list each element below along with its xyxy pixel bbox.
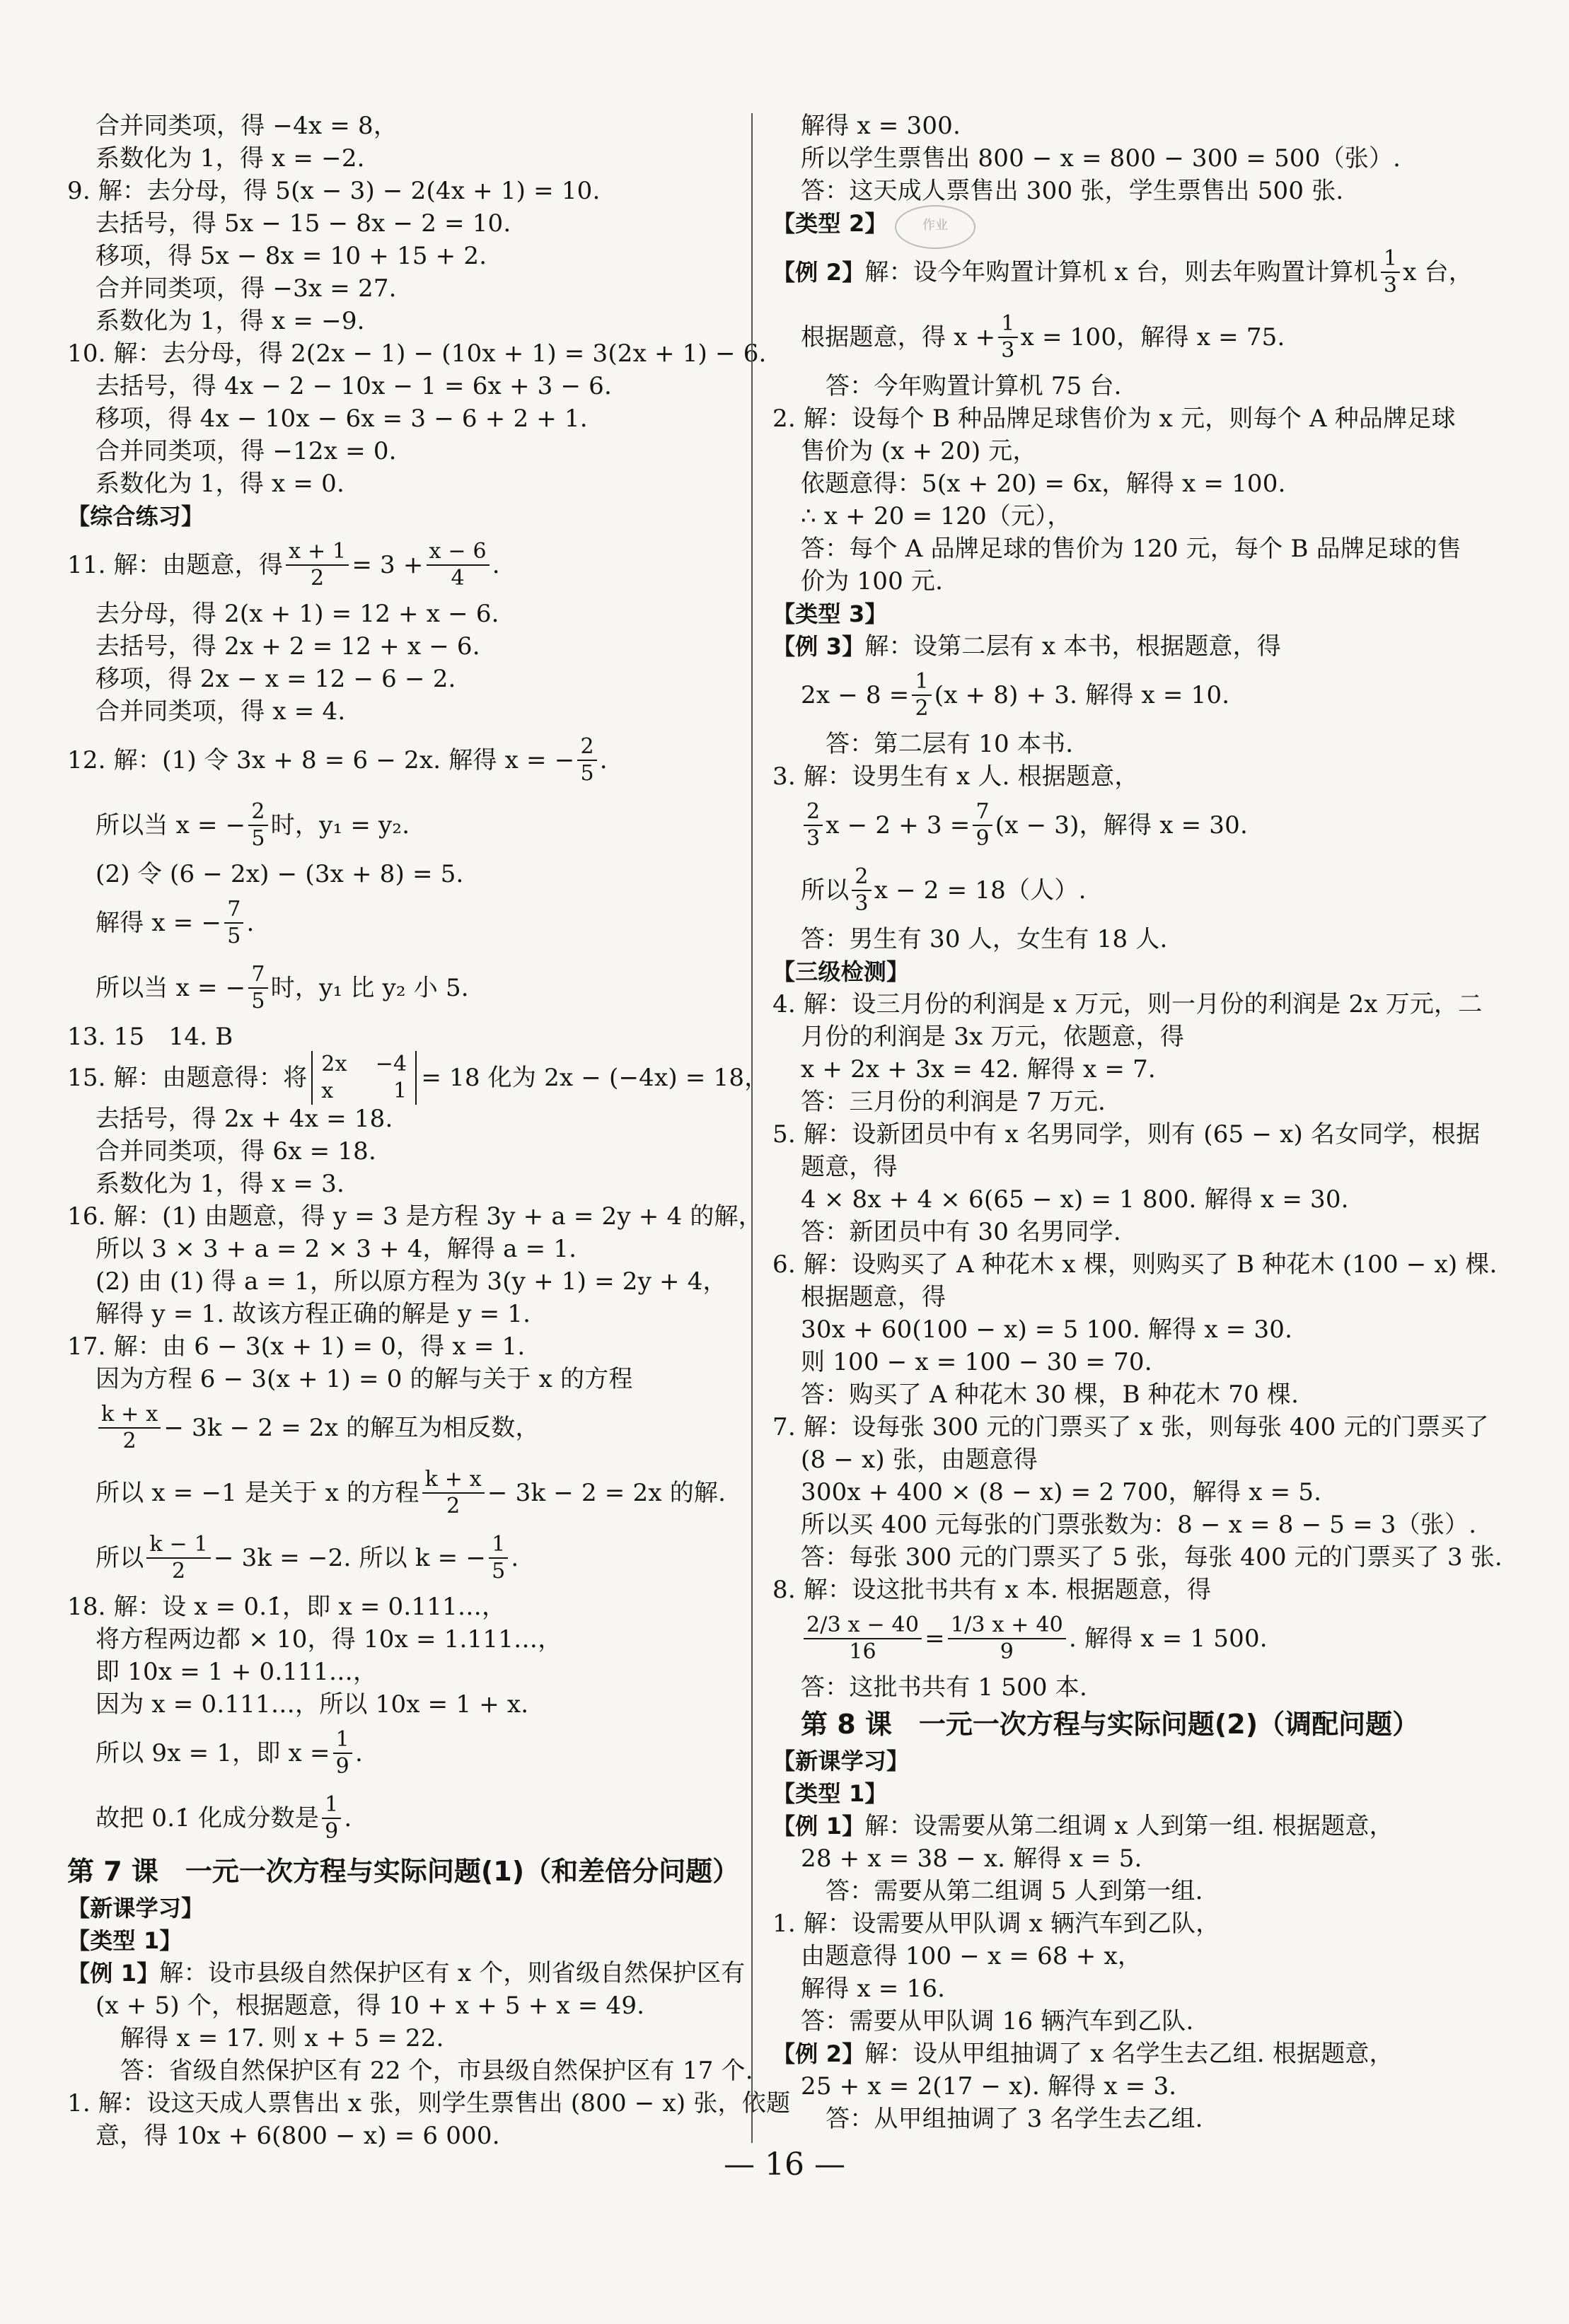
section-tag: 【三级检测】 — [772, 958, 910, 985]
fraction — [804, 1613, 922, 1665]
text: 12. 解：(1) 令 3x + 8 = 6 − 2x. 解得 x = − — [67, 746, 575, 774]
section-tag: 【新课学习】 — [772, 1748, 910, 1774]
denominator: 2 — [172, 1559, 186, 1584]
equation-line — [67, 955, 746, 1021]
text-line: 13. 15 14. B — [67, 1023, 233, 1051]
fraction — [973, 799, 992, 852]
text-line: 因为方程 6 − 3(x + 1) = 0 的解与关于 x 的方程 — [95, 1365, 633, 1393]
text-line: ∴ x + 20 = 120（元）， — [801, 502, 1072, 530]
fraction — [286, 539, 349, 591]
text-line: 3. 解：设男生有 x 人. 根据题意， — [772, 762, 1139, 791]
numerator: 1 — [322, 1792, 341, 1819]
text-line: 答：需要从甲队调 16 辆汽车到乙队. — [801, 2007, 1194, 2035]
text: 所以 — [801, 876, 850, 905]
equation-line — [772, 305, 1501, 370]
text-line: 合并同类项，得 −3x = 27. — [95, 274, 397, 303]
text: 所以 x = −1 是关于 x 的方程 — [95, 1479, 419, 1507]
fraction — [948, 1613, 1066, 1665]
denominator: 5 — [227, 924, 241, 948]
text-line: 系数化为 1，得 x = −2. — [95, 144, 365, 173]
text-line: 答：需要从第二组调 5 人到第一组. — [826, 1877, 1203, 1905]
text-line: 意，得 10x + 6(800 − x) = 6 000. — [95, 2122, 500, 2150]
section-tag: 【类型 1】 — [67, 1927, 183, 1954]
text: x = 100，解得 x = 75. — [1020, 323, 1285, 351]
text: = 3 + — [352, 551, 424, 579]
denominator: 3 — [855, 891, 869, 916]
determinant — [311, 1051, 417, 1105]
example-tag: 【例 2】 — [772, 2040, 865, 2067]
text-line: 28 + x = 38 − x. 解得 x = 5. — [801, 1844, 1142, 1873]
text-line: 答：每张 300 元的门票买了 5 张，每张 400 元的门票买了 3 张. — [801, 1543, 1503, 1571]
fraction — [98, 1402, 161, 1454]
text: 11. 解：由题意，得 — [67, 551, 284, 579]
equation-line — [67, 793, 746, 858]
text-line: 2. 解：设每个 B 种品牌足球售价为 x 元，则每个 A 种品牌足球 — [772, 405, 1456, 433]
text: 根据题意，得 x + — [801, 323, 996, 351]
equation-line — [772, 240, 1501, 305]
numerator: 2 — [577, 734, 596, 761]
fraction — [422, 1467, 485, 1519]
text-line: 因为 x = 0.111…，所以 10x = 1 + x. — [95, 1690, 529, 1719]
section-tag: 【综合练习】 — [67, 503, 204, 530]
text-line: 答：这批书共有 1 500 本. — [801, 1673, 1087, 1702]
text-line: 移项，得 2x − x = 12 − 6 − 2. — [95, 665, 456, 693]
text-line: 5. 解：设新团员中有 x 名男同学，则有 (65 − x) 名女同学，根据 — [772, 1120, 1481, 1149]
equation-line — [67, 533, 746, 598]
denominator: 5 — [492, 1559, 506, 1584]
section-tag: 【新课学习】 — [67, 1895, 204, 1922]
denominator: 9 — [325, 1819, 339, 1844]
numerator: 1 — [1381, 246, 1400, 273]
text-line: 所以 3 × 3 + a = 2 × 3 + 4，解得 a = 1. — [95, 1235, 577, 1263]
matrix-cell: −4 — [375, 1052, 407, 1076]
text-line: 价为 100 元. — [801, 567, 944, 595]
text: . 解得 x = 1 500. — [1068, 1625, 1268, 1653]
equation-line — [67, 1721, 746, 1786]
equals-sign: = — [925, 1625, 945, 1653]
text-line: 去括号，得 2x + 2 = 12 + x − 6. — [95, 632, 480, 661]
text-line: 系数化为 1，得 x = −9. — [95, 307, 365, 335]
matrix-cell: x — [321, 1079, 334, 1103]
section-tag: 【类型 3】 — [772, 600, 888, 627]
fraction — [322, 1792, 341, 1844]
text: = 18 化为 2x − (−4x) = 18， — [421, 1064, 769, 1092]
text-line: 解得 x = 300. — [801, 112, 961, 140]
text: 故把 0.1̇ 化成分数是 — [95, 1804, 320, 1832]
fraction — [577, 734, 596, 786]
text-line: 答：第二层有 10 本书. — [826, 730, 1074, 758]
text-line: 答：这天成人票售出 300 张，学生票售出 500 张. — [801, 177, 1344, 205]
text-line: 合并同类项，得 −12x = 0. — [95, 437, 397, 465]
text-line: (2) 令 (6 − 2x) − (3x + 8) = 5. — [95, 860, 464, 888]
text-line: 6. 解：设购买了 A 种花木 x 棵，则购买了 B 种花木 (100 − x) 棵. — [772, 1250, 1498, 1279]
right-column — [772, 110, 1501, 2135]
numerator: k + x — [422, 1467, 485, 1494]
page-number: — 16 — — [724, 2146, 845, 2183]
text-line: 300x + 400 × (8 − x) = 2 700，解得 x = 5. — [801, 1478, 1322, 1506]
example-tag: 【例 1】 — [772, 1813, 865, 1840]
text: . — [511, 1544, 519, 1572]
equation-line — [67, 1526, 746, 1591]
text: . — [599, 746, 608, 774]
numerator: 7 — [248, 962, 267, 989]
numerator: 1/3 x + 40 — [948, 1613, 1066, 1639]
text-line: 答：每个 A 品牌足球的售价为 120 元，每个 B 品牌足球的售 — [801, 535, 1461, 563]
fraction — [224, 897, 243, 949]
text-line: 答：购买了 A 种花木 30 棵，B 种花木 70 棵. — [801, 1381, 1299, 1409]
text-line: 4 × 8x + 4 × 6(65 − x) = 1 800. 解得 x = 30. — [801, 1185, 1349, 1214]
text-line: 合并同类项，得 −4x = 8， — [95, 112, 398, 140]
section-tag: 【类型 2】 — [772, 210, 888, 237]
matrix-cell: 1 — [393, 1079, 407, 1103]
numerator: 2 — [804, 799, 823, 826]
text: (x − 3)，解得 x = 30. — [995, 811, 1248, 839]
text-line: 解得 y = 1. 故该方程正确的解是 y = 1. — [95, 1300, 531, 1328]
text-line: 将方程两边都 × 10，得 10x = 1.111…， — [95, 1625, 562, 1654]
text-line: 答：省级自然保护区有 22 个，市县级自然保护区有 17 个. — [120, 2057, 753, 2085]
fraction — [912, 669, 931, 721]
text: 解：设市县级自然保护区有 x 个，则省级自然保护区有 — [159, 1959, 746, 1987]
fraction — [1381, 246, 1400, 298]
text-line: 答：男生有 30 人，女生有 18 人. — [801, 925, 1168, 953]
text-line: 去括号，得 4x − 2 − 10x − 1 = 6x + 3 − 6. — [95, 372, 613, 400]
text-line: 月份的利润是 3x 万元，依题意，得 — [801, 1023, 1185, 1051]
matrix-cell: 2x — [321, 1052, 347, 1076]
equation-line — [67, 890, 746, 955]
text-line: (8 − x) 张，由题意得 — [801, 1446, 1038, 1474]
text-line: 16. 解：(1) 由题意，得 y = 3 是方程 3y + a = 2y + 4 的解， — [67, 1202, 763, 1231]
denominator: 9 — [335, 1754, 349, 1779]
numerator: 2 — [852, 864, 871, 891]
numerator: k + x — [98, 1402, 161, 1429]
fraction — [248, 962, 267, 1014]
text-line: 答：今年购置计算机 75 台. — [826, 372, 1122, 400]
text-line: 则 100 − x = 100 − 30 = 70. — [801, 1348, 1152, 1376]
text: (x + 8) + 3. 解得 x = 10. — [934, 681, 1230, 709]
denominator: 5 — [251, 826, 265, 851]
fraction — [146, 1532, 210, 1584]
text-line: 即 10x = 1 + 0.111…， — [95, 1658, 378, 1686]
numerator: k − 1 — [146, 1532, 210, 1559]
text: . — [492, 551, 500, 579]
text: 所以当 x = − — [95, 811, 246, 839]
text: x 台， — [1403, 258, 1473, 286]
fraction — [998, 311, 1017, 364]
text: 时，y₁ 比 y₂ 小 5. — [270, 974, 469, 1002]
text: − 3k − 2 = 2x 的解互为相反数， — [163, 1414, 540, 1442]
equation-line — [67, 728, 746, 793]
text-line: (x + 5) 个，根据题意，得 10 + x + 5 + x = 49. — [95, 1992, 645, 2020]
equation-line — [67, 1052, 769, 1103]
equation-line — [772, 858, 1501, 923]
denominator: 16 — [849, 1639, 876, 1664]
fraction — [852, 864, 871, 917]
text: . — [246, 909, 255, 937]
numerator: 7 — [224, 897, 243, 924]
numerator: x + 1 — [286, 539, 349, 566]
text-line: 移项，得 4x − 10x − 6x = 3 − 6 + 2 + 1. — [95, 405, 588, 433]
text-line: 1. 解：设这天成人票售出 x 张，则学生票售出 (800 − x) 张，依题 — [67, 2089, 791, 2117]
text-line: 30x + 60(100 − x) = 5 100. 解得 x = 30. — [801, 1315, 1293, 1344]
equation-line — [67, 1786, 746, 1851]
fraction — [333, 1727, 352, 1779]
text-line: 系数化为 1，得 x = 0. — [95, 470, 345, 498]
lesson-title: 第 7 课 一元一次方程与实际问题(1)（和差倍分问题） — [67, 1856, 740, 1887]
text-line: 根据题意，得 — [801, 1283, 946, 1311]
text: . — [344, 1804, 352, 1832]
text-line: (2) 由 (1) 得 a = 1，所以原方程为 3(y + 1) = 2y + 4， — [95, 1267, 727, 1296]
text-line: 17. 解：由 6 − 3(x + 1) = 0，得 x = 1. — [67, 1332, 526, 1361]
denominator: 3 — [1383, 273, 1398, 298]
equation-line — [772, 663, 1501, 728]
numerator: 1 — [333, 1727, 352, 1754]
example-tag: 【例 3】 — [772, 633, 865, 660]
text-line: 答：从甲组抽调了 3 名学生去乙组. — [826, 2105, 1203, 2133]
text: 解：设需要从第二组调 x 人到第一组. 根据题意， — [864, 1812, 1394, 1840]
text-line: 7. 解：设每张 300 元的门票买了 x 张，则每张 400 元的门票买了 — [772, 1413, 1489, 1441]
text: − 3k = −2. 所以 k = − — [213, 1544, 487, 1572]
fraction — [489, 1532, 508, 1584]
numerator: 1 — [912, 669, 931, 696]
text-line — [772, 1810, 1501, 1842]
fraction — [804, 799, 823, 852]
denominator: 5 — [251, 989, 265, 1013]
text: 解：设从甲组抽调了 x 名学生去乙组. 根据题意， — [864, 2040, 1394, 2068]
text: 解得 x = − — [95, 909, 222, 937]
text-line: 8. 解：设这批书共有 x 本. 根据题意，得 — [772, 1576, 1212, 1604]
text-line — [67, 1957, 746, 1989]
text: 所以 9x = 1，即 x = — [95, 1739, 330, 1767]
left-column — [67, 110, 791, 2152]
text: x − 2 + 3 = — [826, 811, 971, 839]
text-line: 去括号，得 5x − 15 − 8x − 2 = 10. — [95, 209, 511, 238]
text: − 3k − 2 = 2x 的解. — [487, 1479, 726, 1507]
text: x − 2 = 18（人）. — [874, 876, 1087, 905]
denominator: 9 — [975, 826, 990, 851]
numerator: 1 — [489, 1532, 508, 1559]
text-line: 18. 解：设 x = 0.1̇，即 x = 0.111…， — [67, 1593, 506, 1621]
text-line: 答：新团员中有 30 名男同学. — [801, 1218, 1121, 1246]
equation-line — [772, 793, 1501, 858]
example-tag: 【例 1】 — [67, 1960, 160, 1987]
example-tag: 【例 2】 — [772, 259, 865, 286]
denominator: 2 — [122, 1429, 137, 1453]
text: 所以当 x = − — [95, 974, 246, 1002]
text-line: 合并同类项，得 x = 4. — [95, 697, 346, 726]
text: . — [354, 1739, 363, 1767]
numerator: 1 — [998, 311, 1017, 338]
text-line — [772, 630, 1501, 663]
text-line: 所以学生票售出 800 − x = 800 − 300 = 500（张）. — [801, 144, 1401, 173]
text-line: 1. 解：设需要从甲队调 x 辆汽车到乙队， — [772, 1910, 1220, 1938]
equation-line — [67, 1395, 746, 1460]
denominator: 9 — [1000, 1639, 1014, 1664]
text: 15. 解：由题意得：将 — [67, 1064, 308, 1092]
text: 解：设第二层有 x 本书，根据题意，得 — [864, 632, 1282, 661]
text: 解：设今年购置计算机 x 台，则去年购置计算机 — [864, 258, 1378, 286]
text-line: 答：三月份的利润是 7 万元. — [801, 1088, 1106, 1116]
lesson-title: 第 8 课 一元一次方程与实际问题(2)（调配问题） — [801, 1709, 1420, 1740]
section-tag: 【类型 1】 — [772, 1780, 888, 1807]
numerator: 2/3 x − 40 — [804, 1613, 922, 1639]
text-line: 所以买 400 元每张的门票张数为：8 − x = 8 − 5 = 3（张）. — [801, 1511, 1477, 1539]
text: 时，y₁ = y₂. — [270, 811, 410, 839]
text-line: 合并同类项，得 6x = 18. — [95, 1137, 376, 1166]
denominator: 5 — [580, 761, 594, 786]
watermark-stamp: 作业 — [895, 205, 975, 249]
text-line: 由题意得 100 − x = 68 + x， — [801, 1942, 1142, 1970]
text: 所以 — [95, 1544, 144, 1572]
text-line: 系数化为 1，得 x = 3. — [95, 1170, 345, 1198]
numerator: x − 6 — [427, 539, 490, 566]
denominator: 3 — [1001, 338, 1015, 363]
fraction — [427, 539, 490, 591]
text-line: 4. 解：设三月份的利润是 x 万元，则一月份的利润是 2x 万元，二 — [772, 990, 1483, 1018]
text-line: 解得 x = 17. 则 x + 5 = 22. — [120, 2024, 444, 2052]
denominator: 3 — [806, 826, 821, 851]
text: 2x − 8 = — [801, 681, 910, 709]
text-line: 25 + x = 2(17 − x). 解得 x = 3. — [801, 2072, 1177, 2101]
text-line: 依题意得：5(x + 20) = 6x，解得 x = 100. — [801, 470, 1286, 498]
numerator: 7 — [973, 799, 992, 826]
text-line: x + 2x + 3x = 42. 解得 x = 7. — [801, 1055, 1156, 1083]
text-line: 9. 解：去分母，得 5(x − 3) − 2(4x + 1) = 10. — [67, 177, 601, 205]
text-line: 去分母，得 2(x + 1) = 12 + x − 6. — [95, 600, 499, 628]
fraction — [248, 799, 267, 852]
text-line — [772, 2038, 1501, 2070]
text-line: 移项，得 5x − 8x = 10 + 15 + 2. — [95, 242, 487, 270]
equation-line — [67, 1460, 746, 1526]
text-line: 解得 x = 16. — [801, 1975, 946, 2003]
equation-line — [772, 1606, 1501, 1671]
column-divider — [751, 113, 753, 2143]
denominator: 2 — [311, 566, 325, 591]
denominator: 4 — [451, 566, 465, 591]
text-line: 售价为 (x + 20) 元， — [801, 437, 1037, 465]
text-line: 题意，得 — [801, 1153, 898, 1181]
numerator: 2 — [248, 799, 267, 826]
text-line: 10. 解：去分母，得 2(2x − 1) − (10x + 1) = 3(2x + 1) − 6. — [67, 339, 767, 368]
denominator: 2 — [915, 696, 929, 721]
denominator: 2 — [446, 1494, 461, 1518]
text-line: 去括号，得 2x + 4x = 18. — [95, 1105, 393, 1133]
